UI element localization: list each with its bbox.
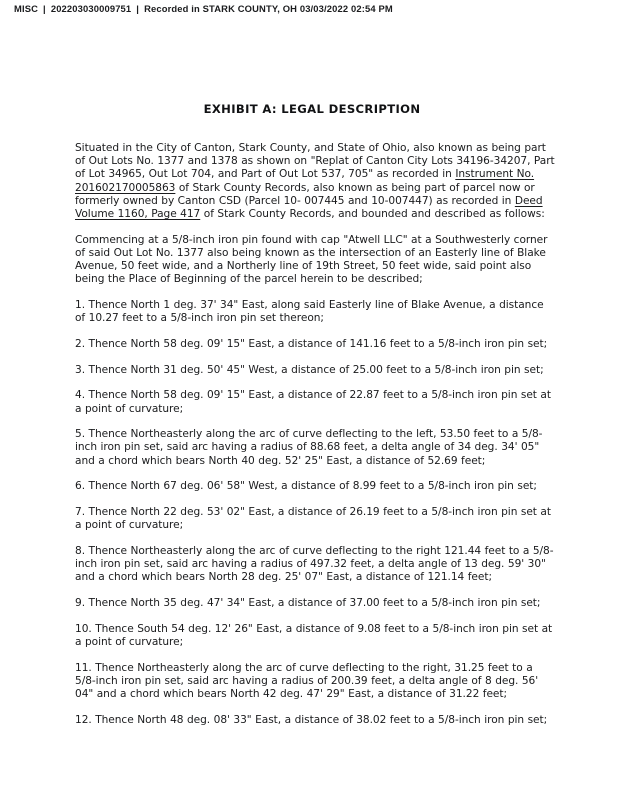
call-item-6: 6. Thence North 67 deg. 06' 58" West, a distance of 8.99 feet to a 5/8-inch iron pin set; [75,480,537,493]
document-type-label: MISC [14,3,39,14]
call-item-2: 2. Thence North 58 deg. 09' 15" East, a distance of 141.16 feet to a 5/8-inch iron pin set; [75,337,548,350]
call-item-11: 11. Thence Northeasterly along the arc of curve deflecting to the right, 31.25 feet to a 5/8-inch iron pin set, said arc having a radius of 200.39 feet, a delta angle of 8 deg. 56' 04" and a chord which bears North 42 deg. 47' 29" East, a distance of 31.22 feet; [75,661,539,701]
instrument-reference-underlined: Instrument No. 201602170005863 [75,168,535,194]
call-item-12: 12. Thence North 48 deg. 08' 33" East, a distance of 38.02 feet to a 5/8-inch iron pin set; [75,713,548,726]
situated-intro-text: Situated in the City of Canton, Stark County, and State of Ohio, also known as being part of Out Lots No. 1377 and 1378 as shown on "Replat of Canton City Lots 34196-34207, Part of Lot 34965, Out Lot 704, and Part of Out Lot 537, 705" as recorded in [75,142,555,181]
call-item-7: 7. Thence North 22 deg. 53' 02" East, a distance of 26.19 feet to a 5/8-inch iron pin set at a point of curvature; [75,506,551,532]
deed-reference-underlined: Deed Volume 1160, Page 417 [75,194,543,221]
paragraph-situated [75,142,556,221]
call-item-1: 1. Thence North 1 deg. 37' 34" East, along said Easterly line of Blake Avenue, a distance of 10.27 feet to a 5/8-inch iron pin set thereon; [75,299,544,325]
call-item-4: 4. Thence North 58 deg. 09' 15" East, a distance of 22.87 feet to a 5/8-inch iron pin set at a point of curvature; [75,389,551,415]
call-item-10: 10. Thence South 54 deg. 12' 26" East, a distance of 9.08 feet to a 5/8-inch iron pin set at a point of curvature; [75,622,553,648]
situated-end-text: of Stark County Records, and bounded and described as follows: [200,208,545,221]
call-item-5: 5. Thence Northeasterly along the arc of curve deflecting to the left, 53.50 feet to a 5/8-inch iron pin set, said arc having a radius of 88.68 feet, a delta angle of 34 deg. 34' 05" and a chord which bears North 40 deg. 52' 25" East, a distance of 52.69 feet; [75,428,543,467]
recording-info: Recorded in STARK COUNTY, OH 03/03/2022 02:54 PM [144,3,393,14]
call-item-3: 3. Thence North 31 deg. 50' 45" West, a distance of 25.00 feet to a 5/8-inch iron pin set; [75,363,544,376]
call-item-8: 8. Thence Northeasterly along the arc of curve deflecting to the right 121.44 feet to a 5/8-inch iron pin set, said arc having a radius of 497.32 feet, a delta angle of 13 deg. 59' 30" and a chord which bears North 28 deg. 25' 07" East, a distance of 121.14 feet; [75,544,554,584]
instrument-number: 202203030009751 [50,3,132,14]
paragraph-commencing: Commencing at a 5/8-inch iron pin found with cap "Atwell LLC" at a Southwesterly corner of said Out Lot No. 1377 also being known as the intersection of an Easterly line of Blake Avenue, 50 feet wide, and a Northerly line of 19th Street, 50 feet wide, said point also being the Place of Beginning of the parcel herein to be described; [75,233,548,286]
situated-mid-text: of Stark County Records, also known as being part of parcel now or formerly owned by Canton CSD (Parcel 10- 007445 and 10-007447) as recorded in [75,181,535,207]
header-separator-2: | [136,3,140,14]
call-item-9: 9. Thence North 35 deg. 47' 34" East, a distance of 37.00 feet to a 5/8-inch iron pin set; [75,597,541,610]
legal-description-body [75,142,556,727]
recording-stamp-header [14,3,610,15]
page-title: EXHIBIT A: LEGAL DESCRIPTION [203,102,421,116]
header-separator-1: | [43,3,46,14]
